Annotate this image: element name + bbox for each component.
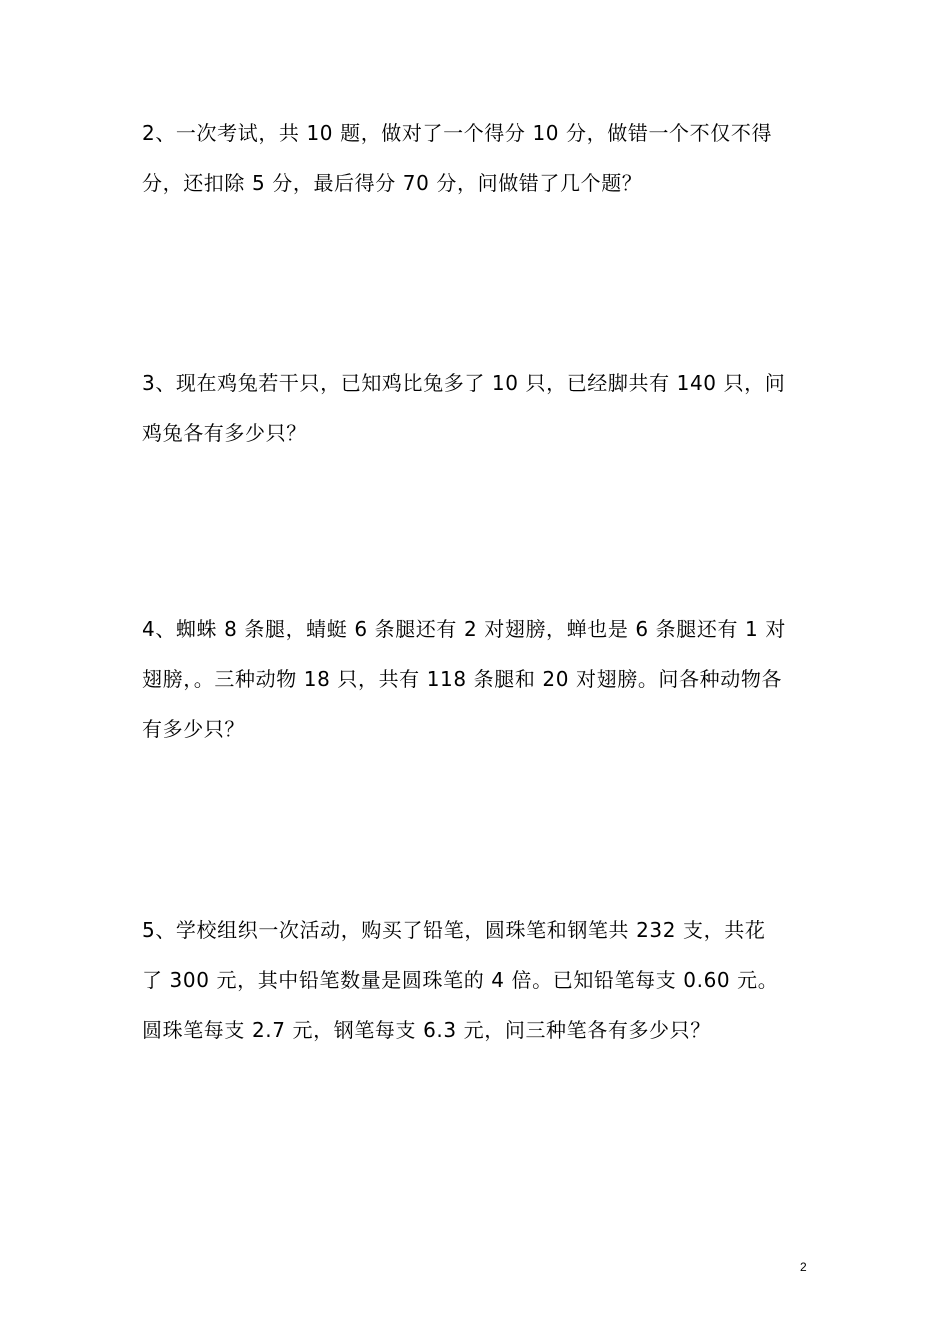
problem-line: 鸡兔各有多少只？ — [142, 421, 307, 445]
page-number: 2 — [800, 1260, 807, 1274]
problem-line: 4、蜘蛛 8 条腿，蜻蜓 6 条腿还有 2 对翅膀，蝉也是 6 条腿还有 1 对 — [142, 617, 786, 641]
problem-line: 分，还扣除 5 分，最后得分 70 分，问做错了几个题？ — [142, 171, 643, 195]
problem-line: 圆珠笔每支 2.7 元，钢笔每支 6.3 元，问三种笔各有多少只？ — [142, 1018, 711, 1042]
problem-5 — [142, 917, 812, 1043]
problem-line: 3、现在鸡兔若干只，已知鸡比兔多了 10 只，已经脚共有 140 只，问 — [142, 371, 786, 395]
problem-line: 有多少只？ — [142, 717, 245, 741]
problem-2 — [142, 120, 812, 196]
problem-line: 翅膀，。三种动物 18 只，共有 118 条腿和 20 对翅膀。问各种动物各 — [142, 667, 783, 691]
problem-line: 5、学校组织一次活动，购买了铅笔，圆珠笔和钢笔共 232 支，共花 — [142, 918, 766, 942]
problem-3 — [142, 370, 812, 446]
problem-4 — [142, 616, 812, 742]
problem-line: 2、一次考试，共 10 题，做对了一个得分 10 分，做错一个不仅不得 — [142, 121, 773, 145]
problem-line: 了 300 元，其中铅笔数量是圆珠笔的 4 倍。已知铅笔每支 0.60 元。 — [142, 968, 779, 992]
